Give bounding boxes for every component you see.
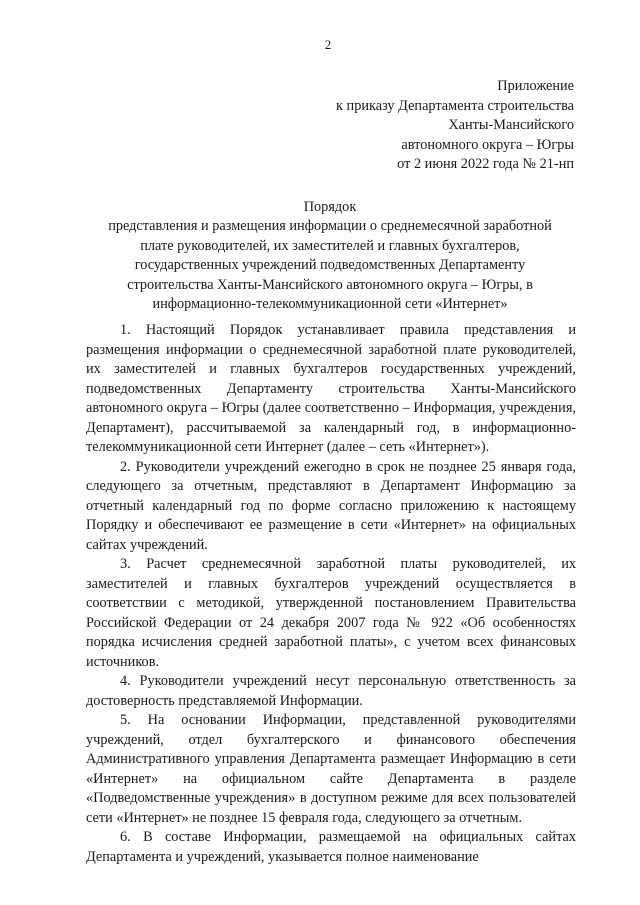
title-line: плате руководителей, их заместителей и главных бухгалтеров, xyxy=(140,237,520,254)
paragraph-6: 6. В составе Информации, размещаемой на официальных сайтах Департамента и учреждений, указывается полное наименование xyxy=(86,829,576,865)
paragraph-4: 4. Руководители учреждений несут персональную ответственность за достоверность представляемой Информации. xyxy=(86,673,576,709)
title-line: информационно-телекоммуникационной сети «Интернет» xyxy=(152,296,508,313)
appendix-line: Ханты-Мансийского xyxy=(448,117,574,134)
document-title xyxy=(80,198,580,314)
document-body xyxy=(86,321,576,867)
appendix-line: автономного округа – Югры xyxy=(401,136,574,153)
title-line: государственных учреждений подведомственных Департаменту xyxy=(134,257,526,274)
page-number: 2 xyxy=(324,37,332,52)
paragraph-5: 5. На основании Информации, представленной руководителями учреждений, отдел бухгалтерского и финансового обеспечения Административного управления Департамента размещает Информацию в сети «Интернет» на официальном сайте Департамента в разделе «Подведомственные учреждения» в доступном режиме для всех пользователей сети «Интернет» не позднее 15 февраля года, следующего за отчетным. xyxy=(86,712,576,826)
appendix-line: от 2 июня 2022 года № 21-нп xyxy=(397,156,574,173)
title-heading: Порядок xyxy=(303,199,357,215)
appendix-line: к приказу Департамента строительства xyxy=(336,97,574,114)
appendix-line: Приложение xyxy=(497,78,574,94)
appendix-header xyxy=(336,77,574,175)
title-line: представления и размещения информации о среднемесячной заработной xyxy=(108,218,552,235)
paragraph-1: 1. Настоящий Порядок устанавливает правила представления и размещения информации о среднемесячной заработной плате руководителей, их заместителей и главных бухгалтеров государственных учреждений, подведомственных Департаменту строительства Ханты-Мансийского автономного округа – Югры (далее соответственно – Информация, учреждения, Департамент), рассчитываемой за календарный год, в информационно-телекоммуникационной сети Интернет (далее – сеть «Интернет»). xyxy=(86,322,576,455)
title-line: строительства Ханты-Мансийского автономного округа – Югры, в xyxy=(127,276,533,293)
paragraph-3: 3. Расчет среднемесячной заработной платы руководителей, их заместителей и главных бухгалтеров учреждений осуществляется в соответствии с методикой, утвержденной постановлением Правительства Российской Федерации от 24 декабря 2007 года № 922 «Об особенностях порядка исчисления средней заработной платы», с учетом всех финансовых источников. xyxy=(86,556,576,670)
paragraph-2: 2. Руководители учреждений ежегодно в срок не позднее 25 января года, следующего за отчетным, представляют в Департамент Информацию за отчетный календарный год по форме согласно приложению к настоящему Порядку и обеспечивают ее размещение в сети «Интернет» на официальных сайтах учреждений. xyxy=(86,458,576,553)
